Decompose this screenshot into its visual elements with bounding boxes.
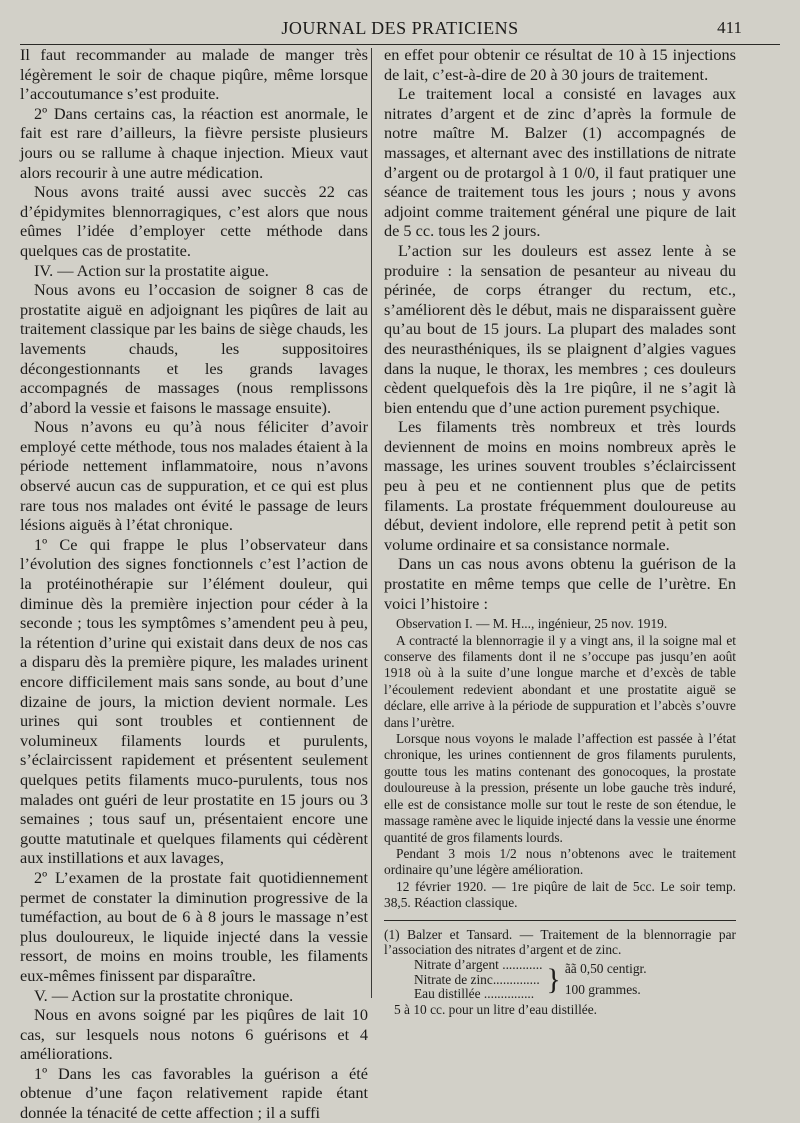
- section-heading: IV. — Action sur la prostatite aigue.: [34, 260, 269, 280]
- formula: [384, 958, 736, 1002]
- footnote-text: (1) Balzer et Tansard. — Traitement de la blennorragie par l’association des nitrates d’argent et de zinc.: [384, 926, 736, 958]
- paragraph: Les filaments très nombreux et très lourds deviennent de moins en moins nombreux après le massage, les urines souvent troubles s’éclaircissent peu à peu et ne contiennent plus que de petits filaments. La prostate fréquemment douloureuse au début, devient indolore, elle reprend petit à petit son volume ordinaire et sa consistance normale.: [384, 417, 736, 554]
- paragraph: en effet pour obtenir ce résultat de 10 à 15 injections de lait, c’est-à-dire de 20 à 30 jours de traitement.: [384, 45, 736, 84]
- observation-paragraph: Pendant 3 mois 1/2 nous n’obtenons avec le traitement ordinaire qu’une légère amélioration.: [384, 845, 736, 878]
- paragraph: Il faut recommander au malade de manger très légèrement le soir de chaque piqûre, même lorsque l’accoutumance s’est produite.: [20, 45, 368, 104]
- formula-line: Nitrate de zinc..............: [414, 971, 540, 987]
- formula-line: Eau distillée ...............: [414, 986, 535, 1002]
- paragraph: Le traitement local a consisté en lavages aux nitrates d’argent et de zinc d’après la formule de notre maître M. Balzer (1) accompagnés de massages, et alternant avec des instillations de nitrate d’argent ou de protargol à 1 0/0, il faut pratiquer une séance de traitement tous les jours ; nous y avons adjoint comme traitement général une piqure de lait de 5 cc. tous les 2 jours.: [384, 84, 736, 241]
- observation-block: [384, 616, 736, 911]
- observation-title: Observation I. — M. H..., ingénieur, 25 nov. 1919.: [396, 616, 668, 632]
- brace-glyph: }: [546, 963, 561, 997]
- paragraph: Nous avons traité aussi avec succès 22 cas d’épidymites blennorragiques, c’est alors que nous eûmes l’idée d’employer cette méthode dans quelques cas de prostatite.: [20, 182, 368, 260]
- formula-quantity: ãã 0,50 centigr.: [564, 961, 647, 977]
- section-heading: V. — Action sur la prostatite chronique.: [34, 985, 294, 1005]
- running-header: [20, 16, 780, 45]
- footnote: [384, 927, 736, 1018]
- paragraph: Dans un cas nous avons obtenu la guérison de la prostatite en même temps que celle de l’urètre. En voici l’histoire :: [384, 554, 736, 613]
- observation-paragraph: 12 février 1920. — 1re piqûre de lait de 5cc. Le soir temp. 38,5. Réaction classique.: [384, 878, 736, 911]
- observation-paragraph: Lorsque nous voyons le malade l’affection est passée à l’état chronique, les urines contiennent de gros filaments purulents, goutte tous les matins contenant des gonocoques, la prostate douloureuse à la pression, présente un lobe gauche très induré, elle est de consistance molle sur tout le reste de son étendue, le massage ramène avec le liquide injecté dans la vessie une énorme quantité de gros filaments lourds.: [384, 731, 736, 845]
- column-divider: [371, 48, 372, 998]
- journal-title: JOURNAL DES PRATICIENS: [281, 18, 519, 38]
- page-number: 411: [717, 18, 742, 37]
- observation-paragraph: A contracté la blennorragie il y a vingt ans, il la soigne mal et conserve des filaments dont il ne s’occupe pas jusqu’en août 1918 où à la suite d’une longue marche et d’excès de table l’écoulement redevient abondant et une prostatite aiguë se déclare, elle arrive à la période de suppuration et l’abcès s’ouvre dans l’urètre.: [384, 632, 736, 730]
- paragraph: Nous n’avons eu qu’à nous féliciter d’avoir employé cette méthode, tous nos malades étaient à la période nettement inflammatoire, nous n’avons observé aucun cas de suppuration, et ce qui est plus rare tous nos malades ont évité le passage de leurs lésions aiguës à l’état chronique.: [20, 417, 368, 535]
- paragraph: 2º Dans certains cas, la réaction est anormale, le fait est rare d’ailleurs, la fièvre persiste plusieurs jours ou se rallume à chaque injection. Mieux vaut alors recourir à une autre médication.: [20, 103, 368, 182]
- paragraph: Nous avons eu l’occasion de soigner 8 cas de prostatite aiguë en adjoignant les piqûres de lait au traitement classique par les bains de siège chauds, les lavements chauds, les suppositoires décongestionnants et les grands lavages accompagnés de massages (nous remplissons d’abord la vessie et faisons le massage ensuite).: [20, 280, 368, 417]
- right-column: [384, 45, 736, 1018]
- footnote-last-line: 5 à 10 cc. pour un litre d’eau distillée.: [394, 1001, 598, 1017]
- formula-quantity: 100 grammes.: [564, 982, 641, 998]
- left-column: [20, 45, 368, 1123]
- paragraph: 1º Ce qui frappe le plus l’observateur dans l’évolution des signes fonctionnels c’est l’action de la protéinothérapie sur l’élément douleur, qui diminue dès la première injection pour céder à la seconde ; tous les symptômes s’amendent peu à peu, la rétention d’urine qui existait dans deux de nos cas a disparu dès la première piqure, les malades urinent encore difficilement mais sans sonde, au bout d’une dizaine de jours, la miction devient normale. Les urines qui sont troubles et contiennent de volumineux filaments lourds et purulents, s’éclaircissent rapidement et présentent seulement quelques petits filaments muco-purulents, tous nos malades ont guéri de leur prostatite en 15 jours ou 3 semaines ; tous sauf un, présentaient encore une goutte matutinale et quelques filaments qui cédèrent aux instillations et aux lavages,: [20, 534, 368, 868]
- paragraph: L’action sur les douleurs est assez lente à se produire : la sensation de pesanteur au niveau du périnée, de corps étranger du rectum, etc., s’améliorent dès le début, mais ne disparaissent guère qu’au bout de 15 jours. La plupart des malades sont des neurasthéniques, ils se plaignent d’algies vagues dans la nuque, le thorax, les membres ; ces douleurs cèdent quelquefois dès la 1re piqûre, il ne s’agit là bien entendu que d’une action purement psychique.: [384, 240, 736, 417]
- footnote-rule: [384, 920, 736, 921]
- paragraph: Nous en avons soigné par les piqûres de lait 10 cas, sur lesquels nous notons 6 guérisons et 4 améliorations.: [20, 1005, 368, 1064]
- formula-line: Nitrate d’argent ............: [414, 957, 543, 973]
- paragraph: 2º L’examen de la prostate fait quotidiennement permet de constater la diminution progressive de la tuméfaction, au bout de 6 à 8 jours le massage n’est plus douloureux, le liquide injecté dans la vessie ressort, de moins en moins trouble, les filaments eux-mêmes finissent par disparaître.: [20, 867, 368, 985]
- paragraph: 1º Dans les cas favorables la guérison a été obtenue d’une façon relativement rapide étant donnée la ténacité de cette affection ; il a suffi: [20, 1063, 368, 1123]
